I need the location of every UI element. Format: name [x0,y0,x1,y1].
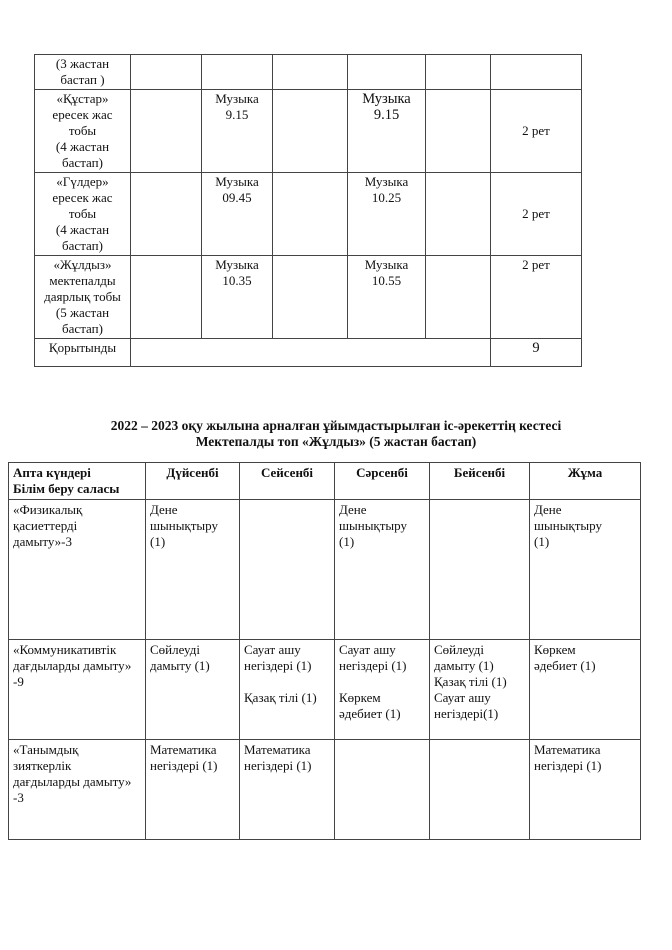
summary-row [35,339,582,367]
empty-cell [131,55,202,90]
area-cell: «Физикалық қасиеттерді дамыту»-3 [9,500,146,640]
day-cell [430,500,530,640]
wednesday-cell: Музыка 9.15 [348,90,426,173]
day-cell: Математика негіздері (1) [146,740,240,840]
total-cell: 2 рет [491,90,582,173]
summary-value: 9 [491,339,582,367]
total-cell: 2 рет [491,173,582,256]
empty-cell [426,256,491,339]
schedule-heading [0,418,672,450]
day-header-thursday: Бейсенбі [430,463,530,500]
day-cell: Дене шынықтыру (1) [530,500,641,640]
day-cell: Көркем әдебиет (1) [530,640,641,740]
wednesday-cell: Музыка 10.25 [348,173,426,256]
group-cell: «Құстар» ересек жас тобы (4 жастан бастап) [35,90,131,173]
summary-label: Қорытынды [35,339,131,367]
day-cell [240,500,335,640]
area-cell: «Коммуникативтік дағдыларды дамыту» -9 [9,640,146,740]
empty-cell [426,90,491,173]
day-header-friday: Жұма [530,463,641,500]
wednesday-cell [348,55,426,90]
empty-cell [273,90,348,173]
empty-cell [426,55,491,90]
monday-cell: Музыка 09.45 [202,173,273,256]
day-cell: Математика негіздері (1) [240,740,335,840]
empty-cell [273,55,348,90]
monday-cell [202,55,273,90]
area-cell: «Танымдық зияткерлік дағдыларды дамыту» -3 [9,740,146,840]
table-row [9,740,641,840]
group-cell: «Гүлдер» ересек жас тобы (4 жастан бастап) [35,173,131,256]
header-row [9,463,641,500]
heading-line-2: Мектепалды топ «Жұлдыз» (5 жастан бастап) [195,434,477,449]
day-cell: Сөйлеуді дамыту (1) [146,640,240,740]
empty-cell [131,339,491,367]
table-row [35,55,582,90]
table-row [9,640,641,740]
empty-cell [426,173,491,256]
total-cell [491,55,582,90]
empty-cell [131,256,202,339]
weekly-schedule-table [8,462,641,840]
total-cell: 2 рет [491,256,582,339]
day-cell: Дене шынықтыру (1) [335,500,430,640]
table-row [9,500,641,640]
group-cell: (3 жастан бастап ) [35,55,131,90]
day-cell [335,740,430,840]
day-cell: Дене шынықтыру (1) [146,500,240,640]
empty-cell [131,173,202,256]
monday-cell: Музыка 10.35 [202,256,273,339]
day-cell: Сауат ашу негіздері (1) Қазақ тілі (1) [240,640,335,740]
empty-cell [131,90,202,173]
monday-cell: Музыка 9.15 [202,90,273,173]
group-cell: «Жұлдыз» мектепалды даярлық тобы (5 жастан бастап) [35,256,131,339]
heading-line-1: 2022 – 2023 оқу жылына арналған ұйымдастырылған іс-әрекеттің кестесі [110,418,562,433]
wednesday-cell: Музыка 10.55 [348,256,426,339]
empty-cell [273,173,348,256]
table-row [35,256,582,339]
day-cell: Сауат ашу негіздері (1) Көркем әдебиет (1) [335,640,430,740]
empty-cell [273,256,348,339]
table-row [35,173,582,256]
day-cell [430,740,530,840]
day-header-wednesday: Сәрсенбі [335,463,430,500]
day-header-tuesday: Сейсенбі [240,463,335,500]
day-cell: Сөйлеуді дамыту (1) Қазақ тілі (1) Сауат ашу негіздері(1) [430,640,530,740]
table-row [35,90,582,173]
music-schedule-table [34,54,582,367]
day-header-monday: Дүйсенбі [146,463,240,500]
day-cell: Математика негіздері (1) [530,740,641,840]
corner-header: Апта күндері Білім беру саласы [9,463,146,500]
